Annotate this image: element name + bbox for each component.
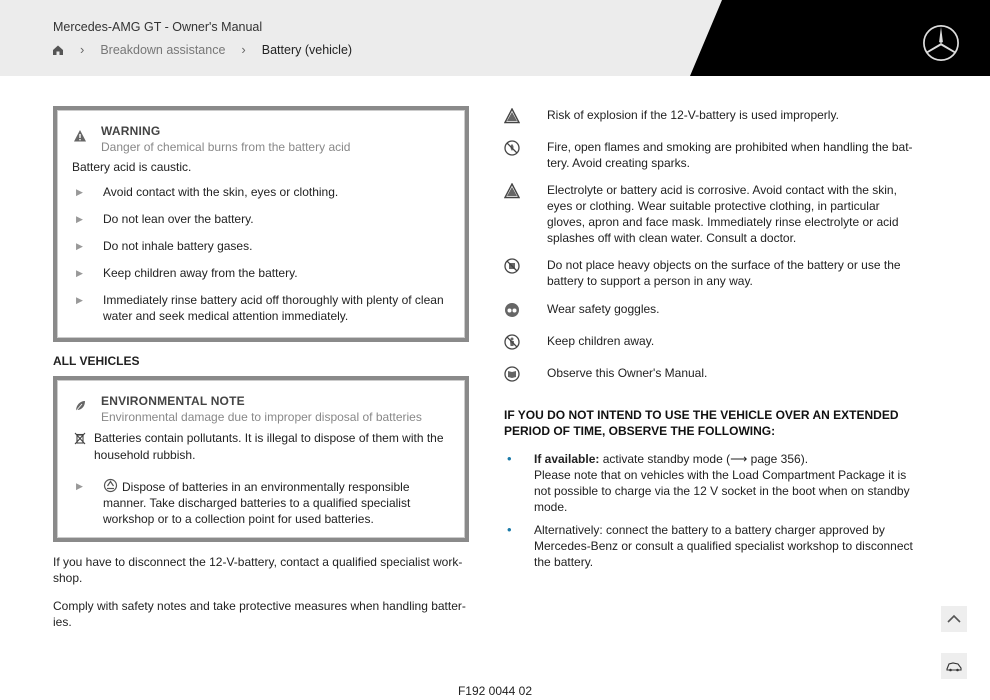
safety-symbol-row: Electrolyte or battery acid is corrosive. Avoid contact with the skin, eyes or clothing. Wear suitable protective clothing, in particular gloves, apron and face mask. Immediately rinse electrolyte or acid splashes off with clean water. Consult a doctor. bbox=[504, 182, 916, 246]
list-item: • Alternatively: connect the battery to a battery charger approved by Mercedes-Benz or consult a qualified specialist workshop to disconnect the battery. bbox=[504, 522, 916, 570]
figure-code: F192 0044 02 bbox=[457, 684, 533, 698]
environmental-note-box bbox=[53, 376, 469, 542]
recycle-icon bbox=[103, 478, 118, 493]
keep-children-away-icon bbox=[504, 334, 520, 350]
no-fire-icon bbox=[504, 140, 520, 156]
chevron-right-icon: › bbox=[80, 42, 85, 57]
triangle-bullet-icon: ▶ bbox=[76, 268, 83, 278]
list-item: ▶ Do not lean over the battery. bbox=[76, 212, 254, 226]
section-label-all-vehicles: ALL VEHICLES bbox=[53, 354, 140, 368]
list-item: ▶ Immediately rinse battery acid off thoroughly with plenty of clean water and seek medical attention immediately. bbox=[76, 293, 444, 323]
home-icon[interactable] bbox=[52, 44, 64, 56]
triangle-bullet-icon: ▶ bbox=[76, 187, 83, 197]
triangle-bullet-icon: ▶ bbox=[76, 295, 83, 305]
safety-symbol-row: Keep children away. bbox=[504, 333, 916, 350]
triangle-bullet-icon: ▶ bbox=[76, 481, 83, 491]
environmental-subtitle: Environmental damage due to improper disposal of batteries bbox=[101, 410, 422, 424]
list-item: • If available: activate standby mode (⟶ page 356). Please note that on vehicles with the Load Compartment Package it is not possible to charge via the 12 V socket in the boot when on standby mode. bbox=[504, 451, 916, 515]
chevron-right-icon: › bbox=[241, 42, 246, 57]
list-item: ▶ Do not inhale battery gases. bbox=[76, 239, 253, 253]
environmental-intro: Batteries contain pollutants. It is illegal to dispose of them with the household rubbish. bbox=[72, 430, 450, 464]
warning-subtitle: Danger of chemical burns from the battery acid bbox=[101, 140, 351, 154]
warning-list bbox=[72, 184, 450, 324]
environmental-title: ENVIRONMENTAL NOTE bbox=[101, 394, 245, 408]
list-item: ▶ Dispose of batteries in an environmentally responsible manner. Take discharged batteries to a qualified specialist workshop or to a collection point for used batteries. bbox=[76, 480, 411, 526]
car-image-icon bbox=[946, 660, 962, 672]
warning-title: WARNING bbox=[101, 124, 161, 138]
page-header bbox=[0, 0, 990, 76]
bullet-dot-icon: • bbox=[507, 522, 512, 537]
leaf-icon bbox=[73, 399, 87, 413]
manual-icon bbox=[504, 366, 520, 382]
disconnect-paragraph: If you have to disconnect the 12-V-battery, contact a qualified specialist work-shop. bbox=[53, 555, 463, 585]
warning-triangle-icon bbox=[504, 183, 520, 199]
no-heavy-objects-icon bbox=[504, 258, 520, 274]
safety-symbol-row: Fire, open flames and smoking are prohibited when handling the bat-tery. Avoid creating sparks. bbox=[504, 139, 916, 171]
extended-period-heading: IF YOU DO NOT INTEND TO USE THE VEHICLE OVER AN EXTENDED PERIOD OF TIME, OBSERVE THE FOLLOWING: bbox=[504, 408, 899, 438]
chevron-up-icon bbox=[947, 614, 961, 624]
safety-goggles-icon bbox=[504, 302, 520, 318]
triangle-bullet-icon: ▶ bbox=[76, 241, 83, 251]
safety-symbol-row: Observe this Owner's Manual. bbox=[504, 365, 916, 382]
list-item: ▶ Keep children away from the battery. bbox=[76, 266, 298, 280]
mercedes-star-logo bbox=[922, 24, 960, 62]
warning-box bbox=[53, 106, 469, 342]
image-view-button[interactable] bbox=[941, 653, 967, 679]
scroll-top-button[interactable] bbox=[941, 606, 967, 632]
triangle-bullet-icon: ▶ bbox=[76, 214, 83, 224]
bullet-dot-icon: • bbox=[507, 451, 512, 466]
safety-symbol-row: Risk of explosion if the 12-V-battery is used improperly. bbox=[504, 107, 916, 124]
safety-paragraph: Comply with safety notes and take protective measures when handling batter-ies. bbox=[53, 599, 466, 629]
breadcrumb-current: Battery (vehicle) bbox=[261, 42, 353, 57]
safety-symbol-row: Wear safety goggles. bbox=[504, 301, 916, 318]
app-title: Mercedes-AMG GT - Owner's Manual bbox=[53, 20, 263, 34]
warning-triangle-icon bbox=[73, 129, 87, 143]
safety-symbol-row: Do not place heavy objects on the surface of the battery or use the battery to support a person in any way. bbox=[504, 257, 916, 289]
warning-intro: Battery acid is caustic. bbox=[72, 160, 192, 174]
breadcrumb-link-breakdown[interactable]: Breakdown assistance bbox=[100, 42, 226, 57]
breadcrumb bbox=[52, 42, 352, 57]
list-item: ▶ Avoid contact with the skin, eyes or clothing. bbox=[76, 185, 339, 199]
warning-triangle-icon bbox=[504, 108, 520, 124]
no-bin-icon bbox=[74, 432, 86, 445]
